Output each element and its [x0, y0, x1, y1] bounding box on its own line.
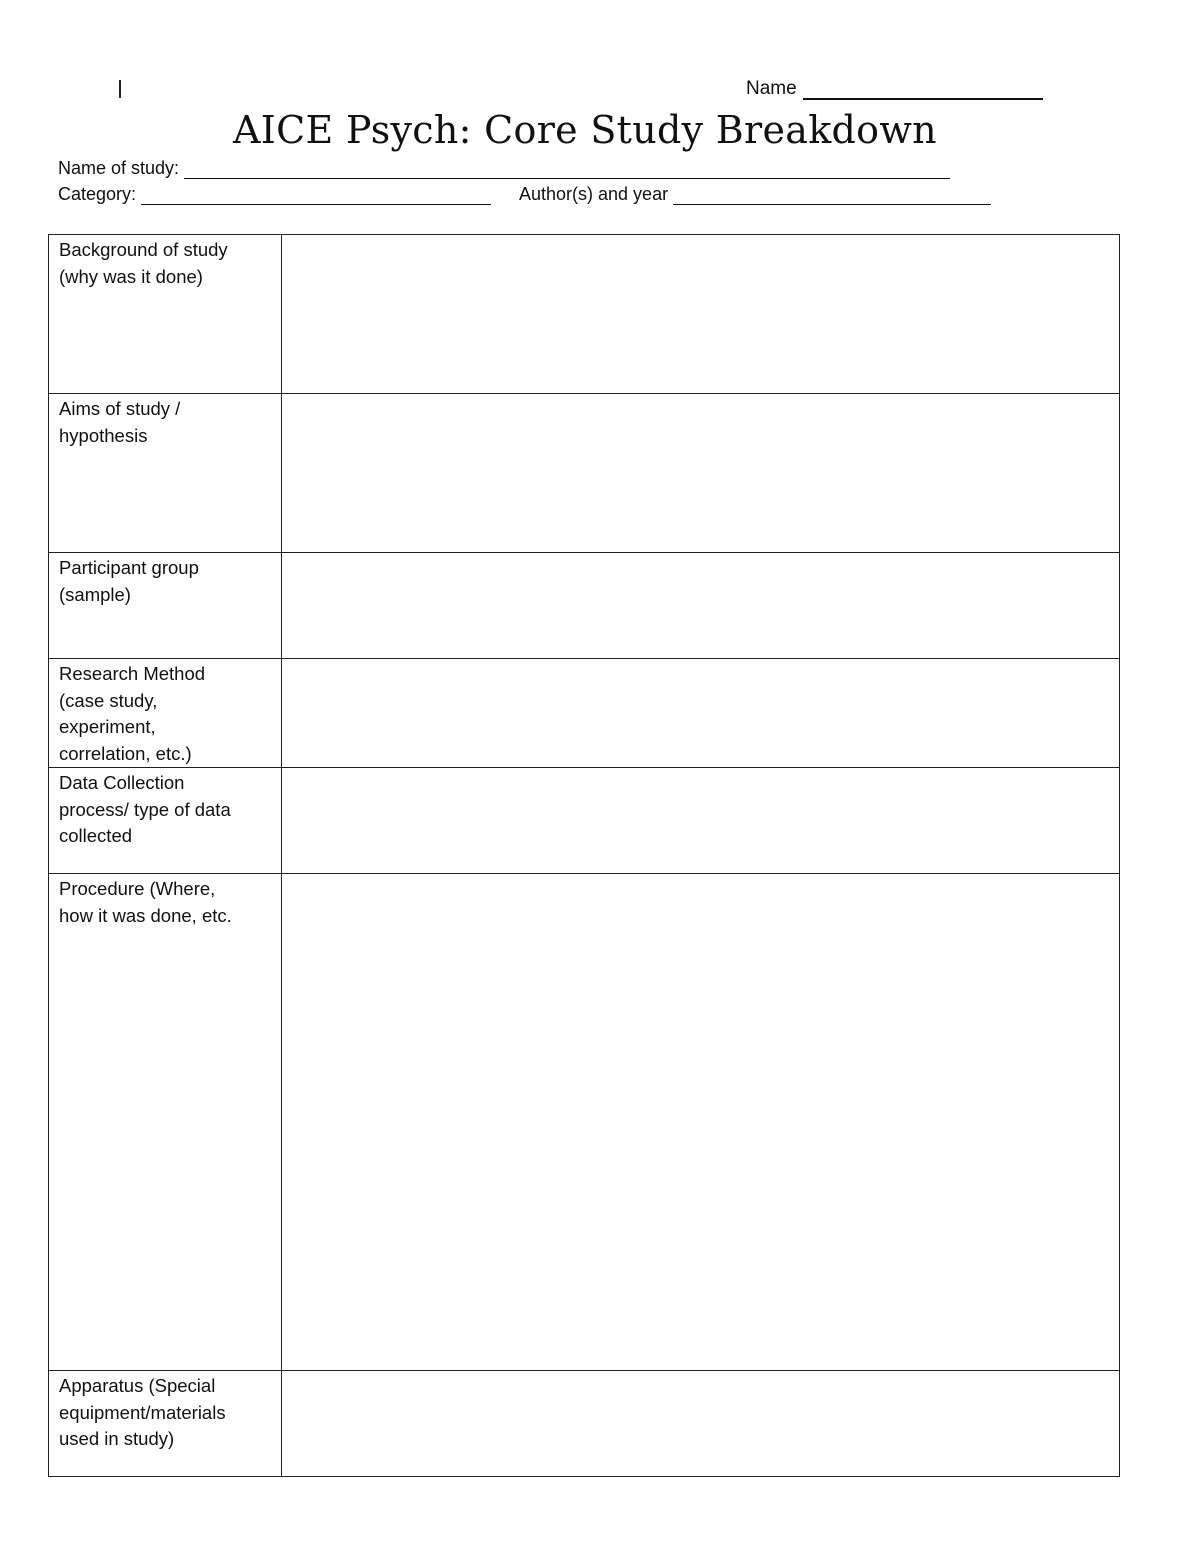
table-row — [49, 235, 1120, 394]
page-mark — [119, 80, 121, 98]
category-label: Category: — [58, 184, 137, 204]
answer-cell-procedure[interactable] — [282, 874, 1120, 1371]
table-row — [49, 768, 1120, 874]
answer-cell-research-method[interactable] — [282, 659, 1120, 768]
page-title: AICE Psych: Core Study Breakdown — [233, 108, 937, 152]
table-row — [49, 874, 1120, 1371]
row-label-procedure: Procedure (Where, how it was done, etc. — [49, 874, 282, 1371]
category-blank[interactable] — [141, 188, 491, 205]
breakdown-table — [48, 234, 1120, 1477]
row-label-background: Background of study (why was it done) — [49, 235, 282, 394]
table-row — [49, 553, 1120, 659]
name-label: Name — [746, 78, 797, 99]
study-name-blank[interactable] — [184, 162, 950, 179]
table-row — [49, 1371, 1120, 1477]
category-field — [58, 184, 491, 205]
answer-cell-data-collection[interactable] — [282, 768, 1120, 874]
study-name-field — [58, 158, 950, 179]
author-year-blank[interactable] — [673, 188, 991, 205]
row-label-participants: Participant group (sample) — [49, 553, 282, 659]
author-year-label: Author(s) and year — [519, 184, 669, 204]
table-row — [49, 394, 1120, 553]
name-blank[interactable] — [803, 80, 1043, 100]
row-label-research-method: Research Method (case study, experiment, correlation, etc.) — [49, 659, 282, 768]
answer-cell-participants[interactable] — [282, 553, 1120, 659]
study-name-label: Name of study: — [58, 158, 180, 178]
answer-cell-background[interactable] — [282, 235, 1120, 394]
row-label-apparatus: Apparatus (Special equipment/materials used in study) — [49, 1371, 282, 1477]
row-label-aims: Aims of study / hypothesis — [49, 394, 282, 553]
row-label-data-collection: Data Collection process/ type of data collected — [49, 768, 282, 874]
table-row — [49, 659, 1120, 768]
answer-cell-apparatus[interactable] — [282, 1371, 1120, 1477]
name-field — [746, 78, 1043, 100]
author-year-field — [519, 184, 991, 205]
answer-cell-aims[interactable] — [282, 394, 1120, 553]
